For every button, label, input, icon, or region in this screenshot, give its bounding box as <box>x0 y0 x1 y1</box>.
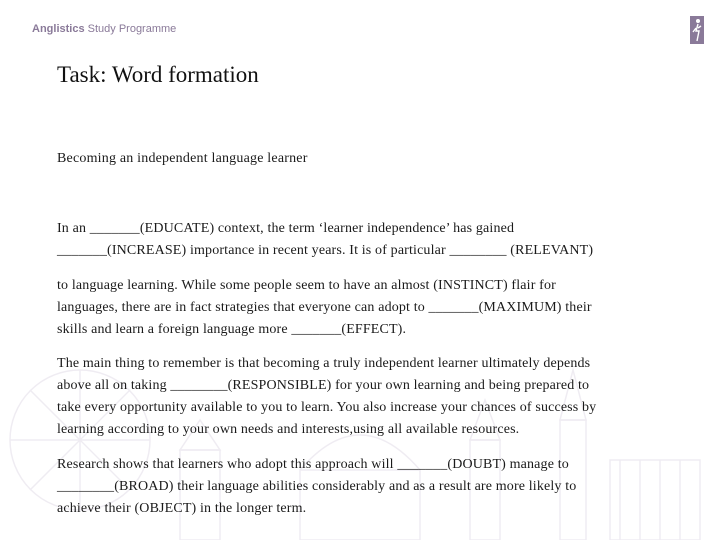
programme-header <box>32 23 176 35</box>
text-line: learning according to your own needs and interests,using all available resources. <box>57 422 520 437</box>
paragraph-3 <box>57 353 661 441</box>
text-line: take every opportunity available to you to learn. You also increase your chances of success by <box>57 400 597 415</box>
text-line: ________(BROAD) their language abilities considerably and as a result are more likely to <box>57 479 577 494</box>
text-line: to language learning. While some people seem to have an almost (INSTINCT) flair for <box>57 278 556 293</box>
text-line: above all on taking ________(RESPONSIBLE) for your own learning and being prepared to <box>57 378 590 393</box>
figure-logo-icon <box>690 16 704 44</box>
text-line: In an _______(EDUCATE) context, the term ‘learner independence’ has gained <box>57 221 515 236</box>
text-line: Research shows that learners who adopt this approach will _______(DOUBT) manage to <box>57 457 569 472</box>
brand-name: Anglistics <box>32 23 85 35</box>
text-line: languages, there are in fact strategies that everyone can adopt to _______(MAXIMUM) their <box>57 300 592 315</box>
subtitle: Becoming an independent language learner <box>57 151 308 166</box>
programme-name: Study Programme <box>87 23 177 35</box>
text-line: The main thing to remember is that becoming a truly independent learner ultimately depends <box>57 356 591 371</box>
page-title: Task: Word formation <box>57 62 259 87</box>
text-line: achieve their (OBJECT) in the longer term. <box>57 501 307 516</box>
text-line: _______(INCREASE) importance in recent years. It is of particular ________ (RELEVANT) <box>57 243 594 258</box>
paragraph-4 <box>57 454 661 520</box>
paragraph-2 <box>57 275 661 341</box>
paragraph-1 <box>57 218 661 262</box>
text-line: skills and learn a foreign language more _______(EFFECT). <box>57 322 407 337</box>
